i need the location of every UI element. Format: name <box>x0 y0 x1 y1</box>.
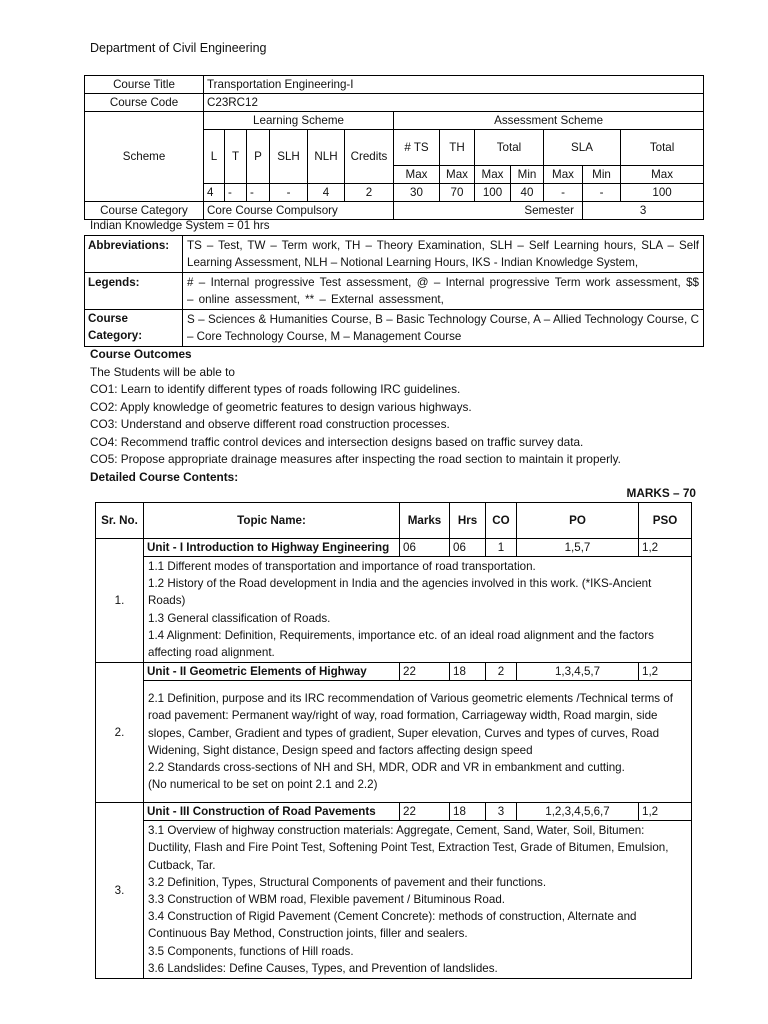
assessment-header: SLA <box>544 130 621 166</box>
header-hrs: Hrs <box>450 503 486 539</box>
header-co: CO <box>486 503 517 539</box>
assessment-value: 30 <box>394 184 440 202</box>
scheme-label: Scheme <box>85 112 204 202</box>
assessment-subheader: Max <box>475 166 511 184</box>
unit-title: Unit - III Construction of Road Pavements <box>144 803 400 821</box>
learning-scheme-label: Learning Scheme <box>204 112 394 130</box>
course-category-value: Core Course Compulsory <box>204 202 394 220</box>
topic-line: 3.3 Construction of WBM road, Flexible pavement / Bituminous Road. <box>148 893 505 907</box>
learning-value: - <box>247 184 270 202</box>
assessment-header: Total <box>621 130 704 166</box>
topic-line: 2.2 Standards cross-sections of NH and SH, MDR, ODR and VR in embankment and cutting. <box>148 760 625 774</box>
unit-content <box>144 681 692 803</box>
assessment-value: - <box>544 184 583 202</box>
unit-sr-no: 3. <box>96 803 144 979</box>
outcome-item: CO2: Apply knowledge of geometric features to design various highways. <box>90 399 472 414</box>
unit-marks: 22 <box>400 663 450 681</box>
assessment-subheader: Max <box>394 166 440 184</box>
detailed-contents-heading: Detailed Course Contents: <box>90 469 239 484</box>
unit-sr-no: 2. <box>96 663 144 803</box>
assessment-subheader: Max <box>440 166 475 184</box>
unit-co: 3 <box>486 803 517 821</box>
assessment-subheader: Max <box>621 166 704 184</box>
learning-header: L <box>204 130 225 184</box>
legends-text: # – Internal progressive Test assessment, @ – Internal progressive Term work assessment, $$ – online assessment, ** – External assessment, <box>183 273 704 310</box>
unit-pso: 1,2 <box>639 803 692 821</box>
unit-marks: 06 <box>400 539 450 557</box>
marks-total: MARKS – 70 <box>626 486 696 500</box>
unit-hrs: 06 <box>450 539 486 557</box>
course-code-label: Course Code <box>85 94 204 112</box>
learning-header: SLH <box>270 130 308 184</box>
learning-header: T <box>225 130 247 184</box>
assessment-subheader: Max <box>544 166 583 184</box>
assessment-scheme-label: Assessment Scheme <box>394 112 704 130</box>
assessment-value: 70 <box>440 184 475 202</box>
course-title-label: Course Title <box>85 76 204 94</box>
semester-value: 3 <box>583 202 704 220</box>
topic-line: 3.1 Overview of highway construction materials: Aggregate, Cement, Sand, Water, Soil, Bitumen: Ductility, Flash and Fire Point Test, Softening Point Test, Extraction Test, Grade of Bitumen, Emulsion, Cutback, Tar. <box>148 824 669 872</box>
department-heading: Department of Civil Engineering <box>90 41 267 55</box>
topic-line: 3.6 Landslides: Define Causes, Types, and Prevention of landslides. <box>148 961 498 975</box>
header-po: PO <box>517 503 639 539</box>
learning-header: P <box>247 130 270 184</box>
unit-content <box>144 821 692 979</box>
unit-po: 1,2,3,4,5,6,7 <box>517 803 639 821</box>
header-pso: PSO <box>639 503 692 539</box>
header-topic: Topic Name: <box>144 503 400 539</box>
assessment-value: 40 <box>511 184 544 202</box>
assessment-value: 100 <box>475 184 511 202</box>
outcome-item: CO4: Recommend traffic control devices and intersection designs based on traffic survey data. <box>90 434 584 449</box>
learning-value: 4 <box>308 184 345 202</box>
unit-pso: 1,2 <box>639 539 692 557</box>
unit-marks: 22 <box>400 803 450 821</box>
unit-title: Unit - I Introduction to Highway Engineering <box>144 539 400 557</box>
learning-value: - <box>225 184 247 202</box>
learning-value: 2 <box>345 184 394 202</box>
outcomes-intro: The Students will be able to <box>90 364 235 379</box>
unit-hrs: 18 <box>450 663 486 681</box>
topic-line: 3.5 Components, functions of Hill roads. <box>148 944 354 958</box>
course-outcomes <box>90 346 710 486</box>
topic-line: 1.1 Different modes of transportation and importance of road transportation. <box>148 560 536 573</box>
assessment-header: # TS <box>394 130 440 166</box>
assessment-subheader: Min <box>583 166 621 184</box>
course-category-label: Course Category <box>85 202 204 220</box>
outcome-item: CO3: Understand and observe different road construction processes. <box>90 417 450 431</box>
course-info-table <box>84 75 704 220</box>
learning-value: - <box>270 184 308 202</box>
semester-label: Semester <box>394 202 583 220</box>
assessment-value: - <box>583 184 621 202</box>
outcome-item: CO5: Propose appropriate drainage measures after inspecting the road section to maintain it properly. <box>90 452 621 466</box>
unit-po: 1,3,4,5,7 <box>517 663 639 681</box>
course-contents-table <box>95 502 692 979</box>
abbreviations-text: TS – Test, TW – Term work, TH – Theory Examination, SLH – Self Learning hours, SLA – Self Learning Assessment, NLH – Notional Learning Hours, IKS - Indian Knowledge System, <box>183 236 704 273</box>
unit-pso: 1,2 <box>639 663 692 681</box>
assessment-header: TH <box>440 130 475 166</box>
outcomes-heading: Course Outcomes <box>90 347 192 361</box>
outcome-item: CO1: Learn to identify different types of roads following IRC guidelines. <box>90 382 461 396</box>
course-category-legend-label: Course Category: <box>85 310 183 347</box>
topic-line: 2.1 Definition, purpose and its IRC recommendation of Various geometric elements /Technical terms of road pavement: Permanent way/right of way, road formation, Carriageway width, Road margin, side slopes, Camber, Gradient and types of gradient, Super elevation, Curves and types of curves, Road Widening, Sight distance, Design speed and factors affecting design speed <box>148 692 673 757</box>
topic-line: 1.2 History of the Road development in India and the agencies involved in this work. (*IKS-Ancient Roads) <box>148 577 652 608</box>
learning-header: Credits <box>345 130 394 184</box>
iks-hours: Indian Knowledge System = 01 hrs <box>90 219 270 232</box>
assessment-header: Total <box>475 130 544 166</box>
unit-co: 1 <box>486 539 517 557</box>
topic-line: 1.4 Alignment: Definition, Requirements, importance etc. of an ideal road alignment and the factors affecting road alignment. <box>148 628 654 660</box>
topic-line: 1.3 General classification of Roads. <box>148 611 331 625</box>
unit-sr-no: 1. <box>96 539 144 663</box>
topic-line: 3.2 Definition, Types, Structural Components of pavement and their functions. <box>148 875 547 889</box>
header-sr: Sr. No. <box>96 503 144 539</box>
unit-hrs: 18 <box>450 803 486 821</box>
unit-content <box>144 557 692 663</box>
learning-header: NLH <box>308 130 345 184</box>
learning-value: 4 <box>204 184 225 202</box>
course-category-legend-text: S – Sciences & Humanities Course, B – Basic Technology Course, A – Allied Technology Course, C – Core Technology Course, M – Management Course <box>183 310 704 347</box>
course-title-value: Transportation Engineering-I <box>204 76 704 94</box>
course-code-value: C23RC12 <box>204 94 704 112</box>
abbreviations-table <box>84 235 704 347</box>
unit-co: 2 <box>486 663 517 681</box>
abbreviations-label: Abbreviations: <box>85 236 183 273</box>
unit-title: Unit - II Geometric Elements of Highway <box>144 663 400 681</box>
unit-po: 1,5,7 <box>517 539 639 557</box>
assessment-value: 100 <box>621 184 704 202</box>
topic-line: 3.4 Construction of Rigid Pavement (Cement Concrete): methods of construction, Alternate and Continuous Bay Method, Construction joints, filler and sealers. <box>148 910 637 941</box>
topic-line: (No numerical to be set on point 2.1 and 2.2) <box>148 778 378 792</box>
assessment-subheader: Min <box>511 166 544 184</box>
legends-label: Legends: <box>85 273 183 310</box>
header-marks: Marks <box>400 503 450 539</box>
